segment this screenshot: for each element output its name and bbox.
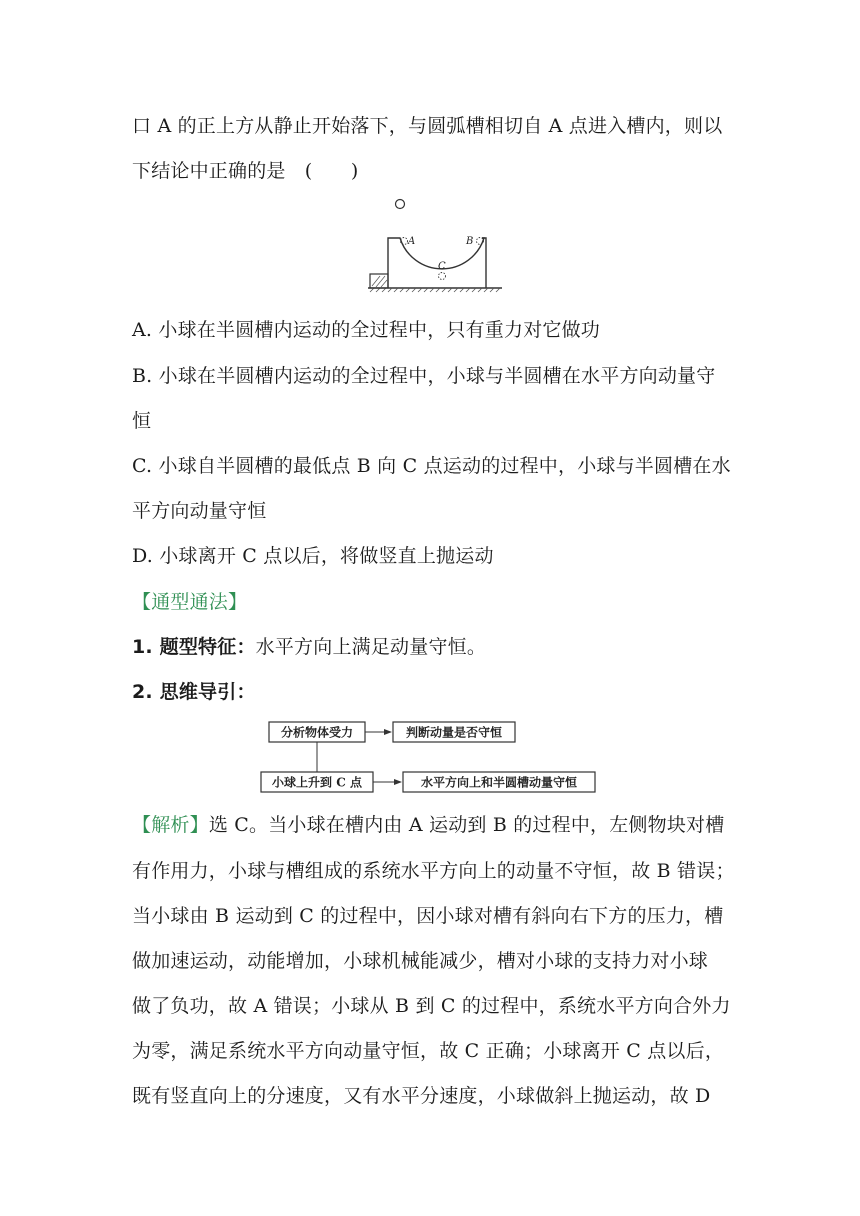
analysis-line-4: 做加速运动，动能增加，小球机械能减少，槽对小球的支持力对小球	[132, 950, 709, 972]
ball-position-c	[439, 273, 446, 280]
apparatus-figure	[360, 190, 530, 302]
option-b-line-1: B. 小球在半圆槽内运动的全过程中，小球与半圆槽在水平方向动量守	[132, 365, 716, 387]
item-1-title: 1. 题型特征：	[132, 636, 256, 658]
label-a: A	[408, 236, 416, 247]
analysis-text-1: 选 C。当小球在槽内由 A 运动到 B 的过程中，左侧物块对槽	[208, 814, 725, 836]
flow-box-2-label: 判断动量是否守恒	[405, 725, 503, 740]
analysis-line-1	[132, 811, 724, 839]
flow-box-4-label: 水平方向上和半圆槽动量守恒	[420, 775, 578, 790]
label-b: B	[466, 236, 474, 247]
question-stem-line-2: 下结论中正确的是 ( )	[132, 160, 359, 182]
analysis-label: 【解析】	[132, 814, 209, 836]
option-c-line-2: 平方向动量守恒	[132, 500, 267, 522]
analysis-line-3: 当小球由 B 运动到 C 的过程中，因小球对槽有斜向右下方的压力，槽	[132, 905, 724, 927]
flow-box-3-label: 小球上升到 C 点	[272, 775, 362, 790]
option-d: D. 小球离开 C 点以后，将做竖直上抛运动	[132, 545, 494, 567]
item-2-title: 2. 思维导引：	[132, 681, 256, 703]
left-block	[370, 274, 388, 288]
item-1-text: 水平方向上满足动量守恒。	[255, 636, 487, 658]
block-hatching	[372, 276, 387, 287]
option-a: A. 小球在半圆槽内运动的全过程中，只有重力对它做功	[132, 319, 601, 341]
falling-ball	[396, 200, 405, 209]
option-c-line-1: C. 小球自半圆槽的最低点 B 向 C 点运动的过程中，小球与半圆槽在水	[132, 455, 731, 477]
label-c: C	[438, 261, 446, 272]
analysis-line-7: 既有竖直向上的分速度，又有水平分速度，小球做斜上抛运动，故 D	[132, 1085, 711, 1107]
flow-box-1-label: 分析物体受力	[280, 725, 354, 740]
analysis-line-6: 为零，满足系统水平方向动量守恒，故 C 正确；小球离开 C 点以后，	[132, 1040, 725, 1062]
trough-right-wall	[482, 238, 486, 288]
thinking-flowchart	[255, 710, 615, 800]
method-item-2	[132, 678, 256, 706]
method-heading: 【通型通法】	[132, 591, 248, 613]
question-stem-line-1: 口 A 的正上方从静止开始落下，与圆弧槽相切自 A 点进入槽内，则以	[132, 115, 723, 137]
analysis-line-2: 有作用力，小球与槽组成的系统水平方向上的动量不守恒，故 B 错误；	[132, 860, 735, 882]
option-b-line-2: 恒	[132, 410, 152, 432]
analysis-line-5: 做了负功，故 A 错误；小球从 B 到 C 的过程中，系统水平方向合外力	[132, 995, 731, 1017]
method-item-1	[132, 633, 486, 661]
